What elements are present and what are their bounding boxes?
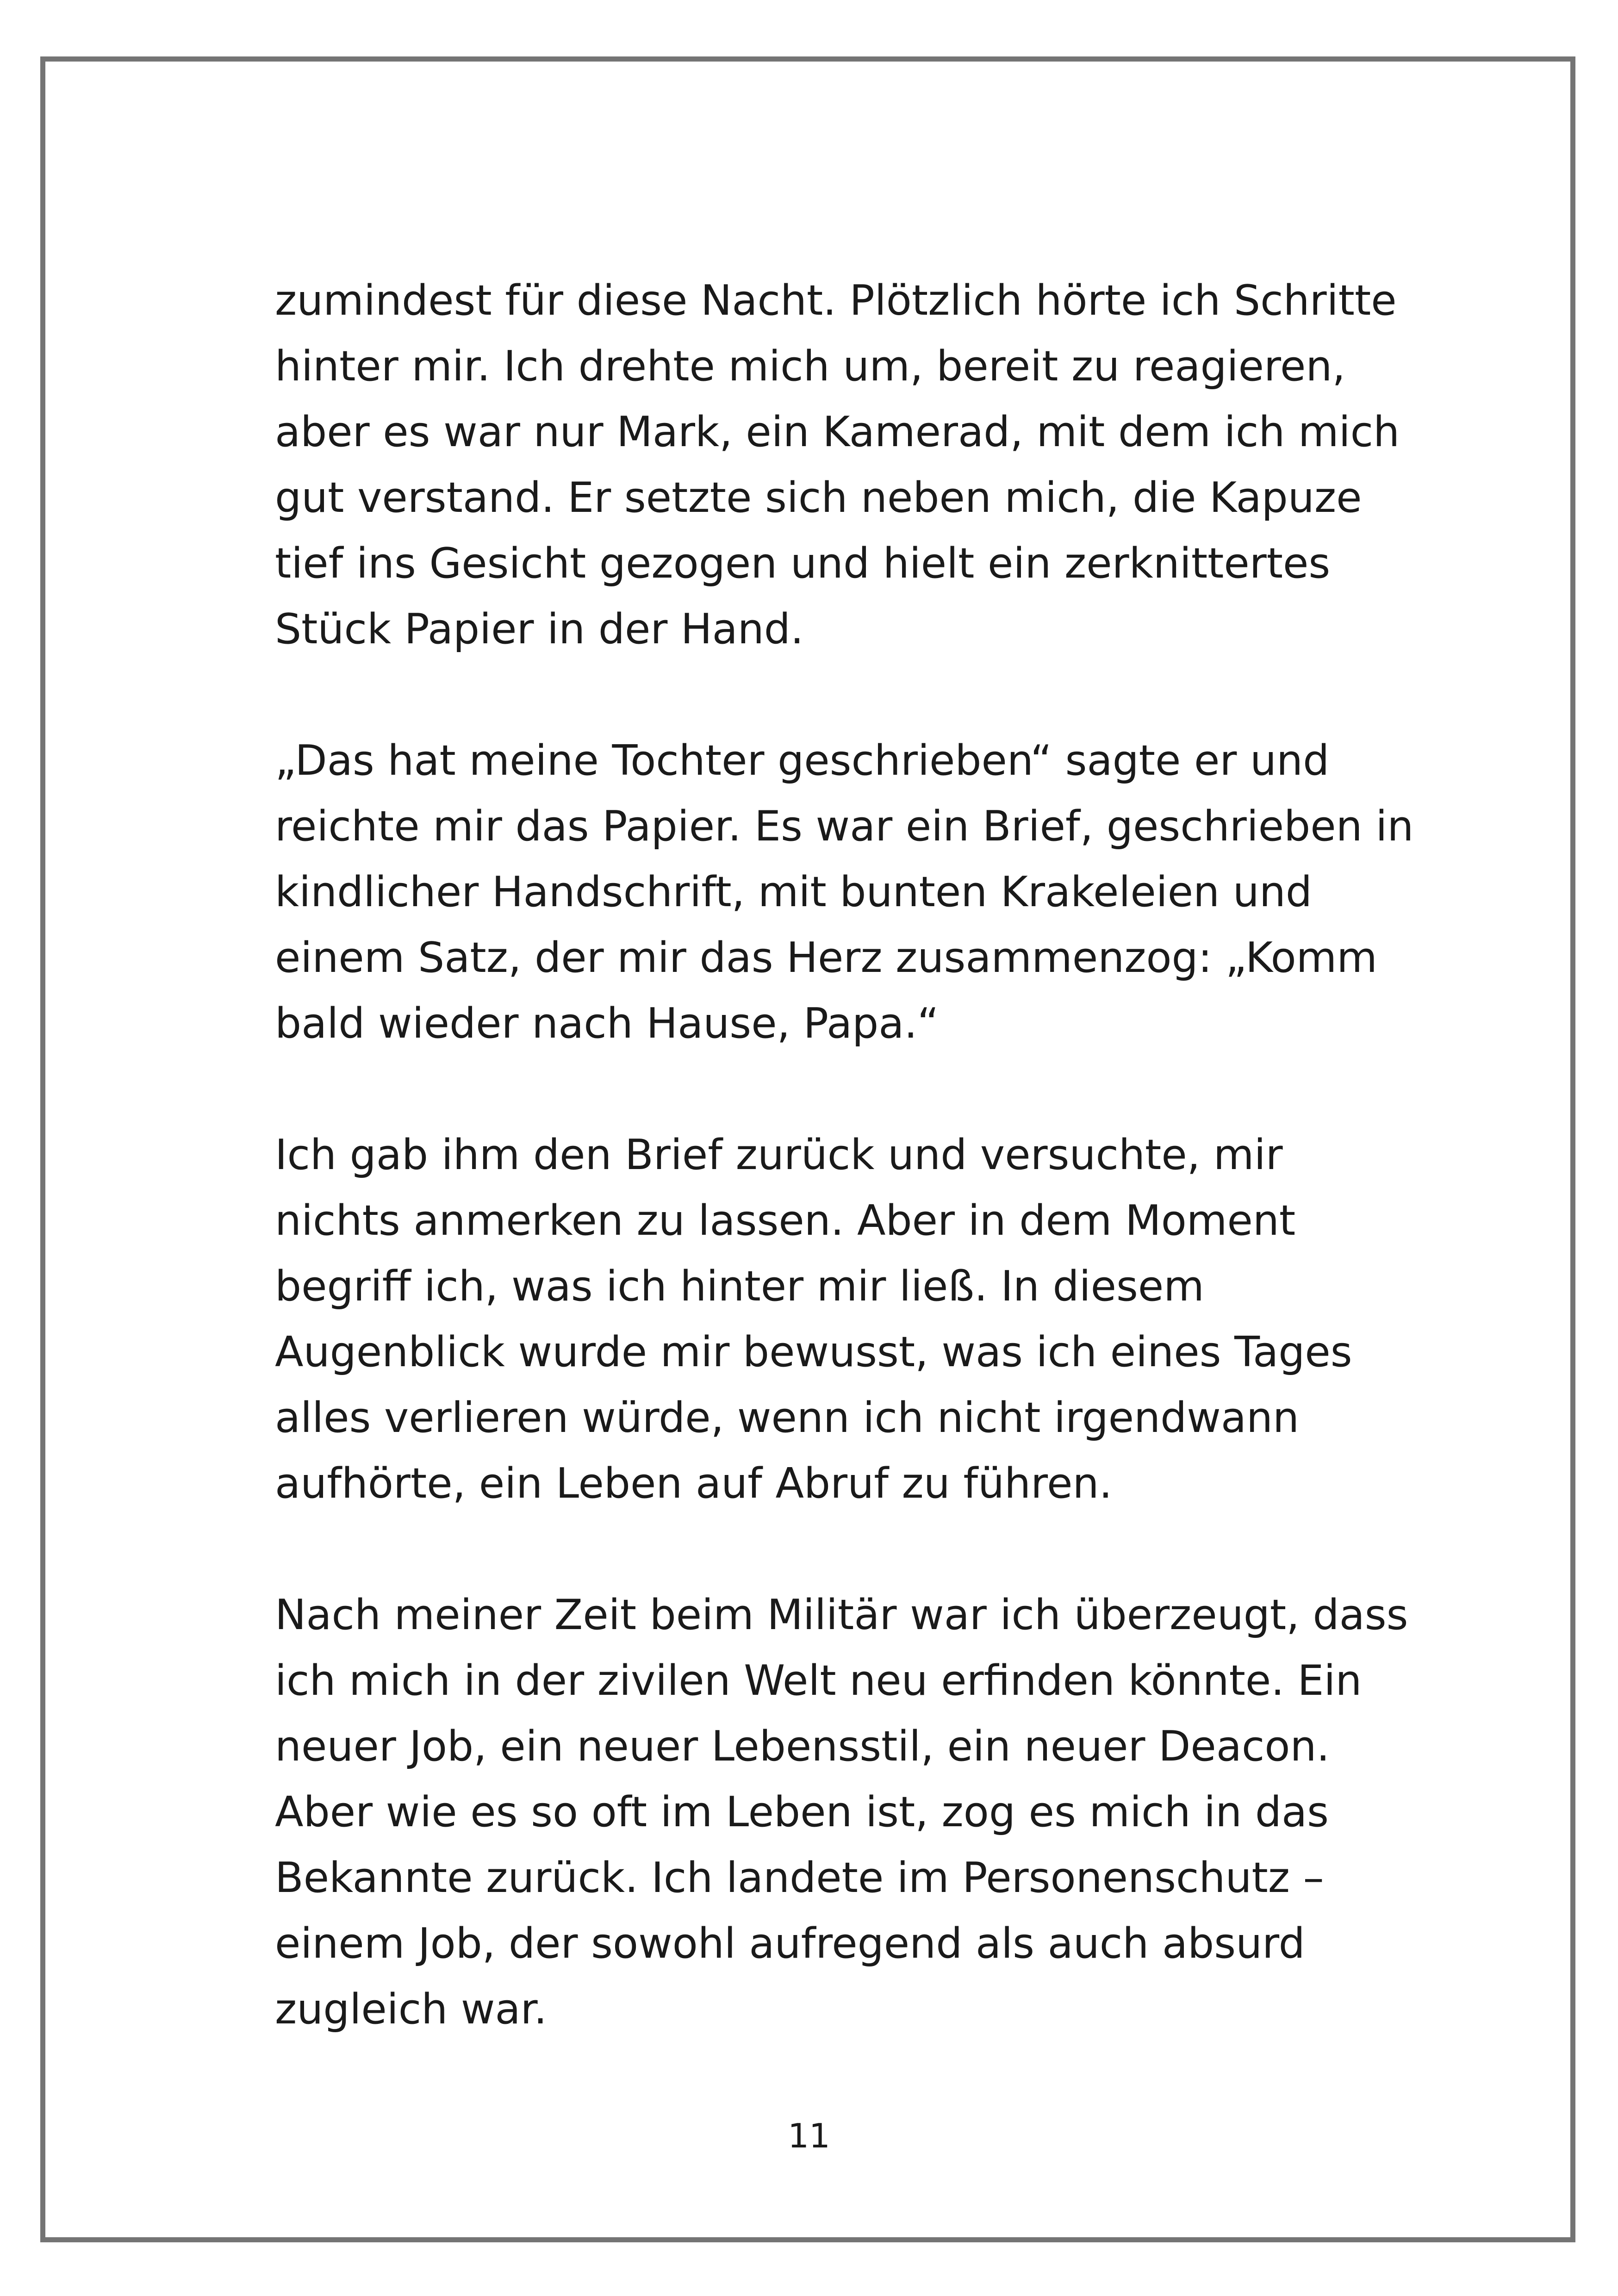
text-line: „Das hat meine Tochter geschrieben“ sagte er und — [275, 736, 1330, 785]
text-line: nichts anmerken zu lassen. Aber in dem Moment — [275, 1196, 1296, 1245]
text-line: aufhörte, ein Leben auf Abruf zu führen. — [275, 1459, 1113, 1508]
text-line: hinter mir. Ich drehte mich um, bereit zu reagieren, — [275, 342, 1346, 391]
text-line: bald wieder nach Hause, Papa.“ — [275, 999, 939, 1048]
paragraph-2 — [275, 728, 1414, 1057]
text-line: Aber wie es so oft im Leben ist, zog es mich in das — [275, 1788, 1329, 1836]
body-text — [275, 268, 1414, 2042]
text-line: reichte mir das Papier. Es war ein Brief, geschrieben in — [275, 802, 1414, 851]
text-line: tief ins Gesicht gezogen und hielt ein zerknittertes — [275, 539, 1331, 588]
text-line: einem Job, der sowohl aufregend als auch absurd — [275, 1919, 1305, 1968]
text-line: Augenblick wurde mir bewusst, was ich eines Tages — [275, 1328, 1352, 1376]
paragraph-4 — [275, 1582, 1408, 2042]
text-line: kindlicher Handschrift, mit bunten Krakeleien und — [275, 868, 1312, 916]
text-line: ich mich in der zivilen Welt neu erfinden könnte. Ein — [275, 1656, 1362, 1705]
text-line: begriff ich, was ich hinter mir ließ. In diesem — [275, 1262, 1204, 1311]
text-line: gut verstand. Er setzte sich neben mich, die Kapuze — [275, 473, 1362, 522]
text-line: einem Satz, der mir das Herz zusammenzog: „Komm — [275, 933, 1377, 982]
text-line: zumindest für diese Nacht. Plötzlich hörte ich Schritte — [275, 276, 1397, 325]
text-line: aber es war nur Mark, ein Kamerad, mit dem ich mich — [275, 408, 1400, 456]
paragraph-gap — [275, 1057, 1386, 1122]
text-line: Bekannte zurück. Ich landete im Personenschutz – — [275, 1854, 1324, 1902]
text-line: Ich gab ihm den Brief zurück und versuchte, mir — [275, 1131, 1283, 1179]
text-line: Nach meiner Zeit beim Militär war ich überzeugt, dass — [275, 1591, 1408, 1639]
paragraph-3 — [275, 1122, 1386, 1517]
text-line: alles verlieren würde, wenn ich nicht irgendwann — [275, 1394, 1300, 1442]
paragraph-gap — [275, 662, 1386, 728]
text-line: zugleich war. — [275, 1985, 548, 2034]
page-number: 11 — [788, 2116, 830, 2155]
paragraph-1 — [275, 268, 1400, 662]
text-line: Stück Papier in der Hand. — [275, 605, 804, 653]
text-line: neuer Job, ein neuer Lebensstil, ein neuer Deacon. — [275, 1722, 1330, 1771]
paragraph-gap — [275, 1517, 1386, 1582]
